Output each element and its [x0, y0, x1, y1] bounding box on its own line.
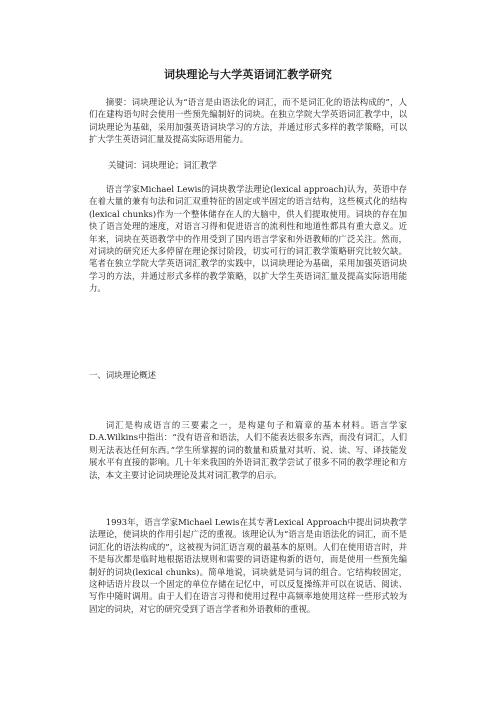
body-paragraph-2: 1993年，语言学家Michael Lewis在其专著Lexical Approach中提出词块教学法理论，使词块的作用引起广泛的重视。该理论认为“语言是由语法化的词汇，而不是词汇化的语法构成的”，这被视为词汇语言观的最基本的原则。人们在使用语言时，并不是每次都是临时地根据语法规则和需要的词语建构新的语句，而是使用一些预先编制好的词块(lexical chunks)。简单地说，词块就是词与词的组合。它结构较固定，这种话语片段以一个固定的单位存储在记忆中，可以反复操练并可以在说话、阅读、写作中随时调用。由于人们在语言习得和使用过程中高频率地使用这样一些形式较为固定的词块，对它的研究受到了语言学者和外语教师的重视。 [89, 517, 407, 614]
intro-paragraph: 语言学家Michael Lewis的词块教学法理论(lexical approach)认为，英语中存在着大量的兼有句法和词汇双重特征的固定或半固定的语言结构，这些模式化的结构(lexical chunks)作为一个整体储存在人的大脑中，供人们提取使用。词块的存在加快了语言处理的速度，对语言习得和促进语言的流利性和地道性都具有重大意义。近年来，词块在英语教学中的作用受到了国内语言学家和外语教师的广泛关注。然而，对词块的研究还大多停留在理论探讨阶段，切实可行的词汇教学策略研究比较欠缺。笔者在独立学院大学英语词汇教学的实践中，以词块理论为基础，采用加强英语词块学习的方法，并通过形式多样的教学策略，以扩大学生英语词汇量及提高实际语用能力。 [89, 184, 407, 294]
abstract-paragraph: 摘要：词块理论认为“语言是由语法化的词汇，而不是词汇化的语法构成的”，人们在建构语句时会使用一些预先编制好的词块。在独立学院大学英语词汇教学中，以词块理论为基础，采用加强英语词块学习的方法，并通过形式多样的教学策略，可以扩大学生英语词汇量及提高实际语用能力。 [89, 97, 407, 145]
document-title: 词块理论与大学英语词汇教学研究 [164, 68, 332, 81]
keywords-line: 关键词：词块理论；词汇教学 [108, 160, 217, 170]
section-heading: 一、词块理论概述 [89, 370, 156, 380]
body-paragraph-1: 词汇是构成语言的三要素之一，是构建句子和篇章的基本材料。语言学家D.A.Wilkins中指出：“没有语音和语法，人们不能表达很多东西，而没有词汇，人们则无法表达任何东西。”学生所掌握的词的数量和质量对其听、说、读、写、译技能发展水平有直接的影响。几十年来我国的外语词汇教学尝试了很多不同的教学理论和方法，本文主要讨论词块理论及其对词汇教学的启示。 [89, 420, 407, 480]
